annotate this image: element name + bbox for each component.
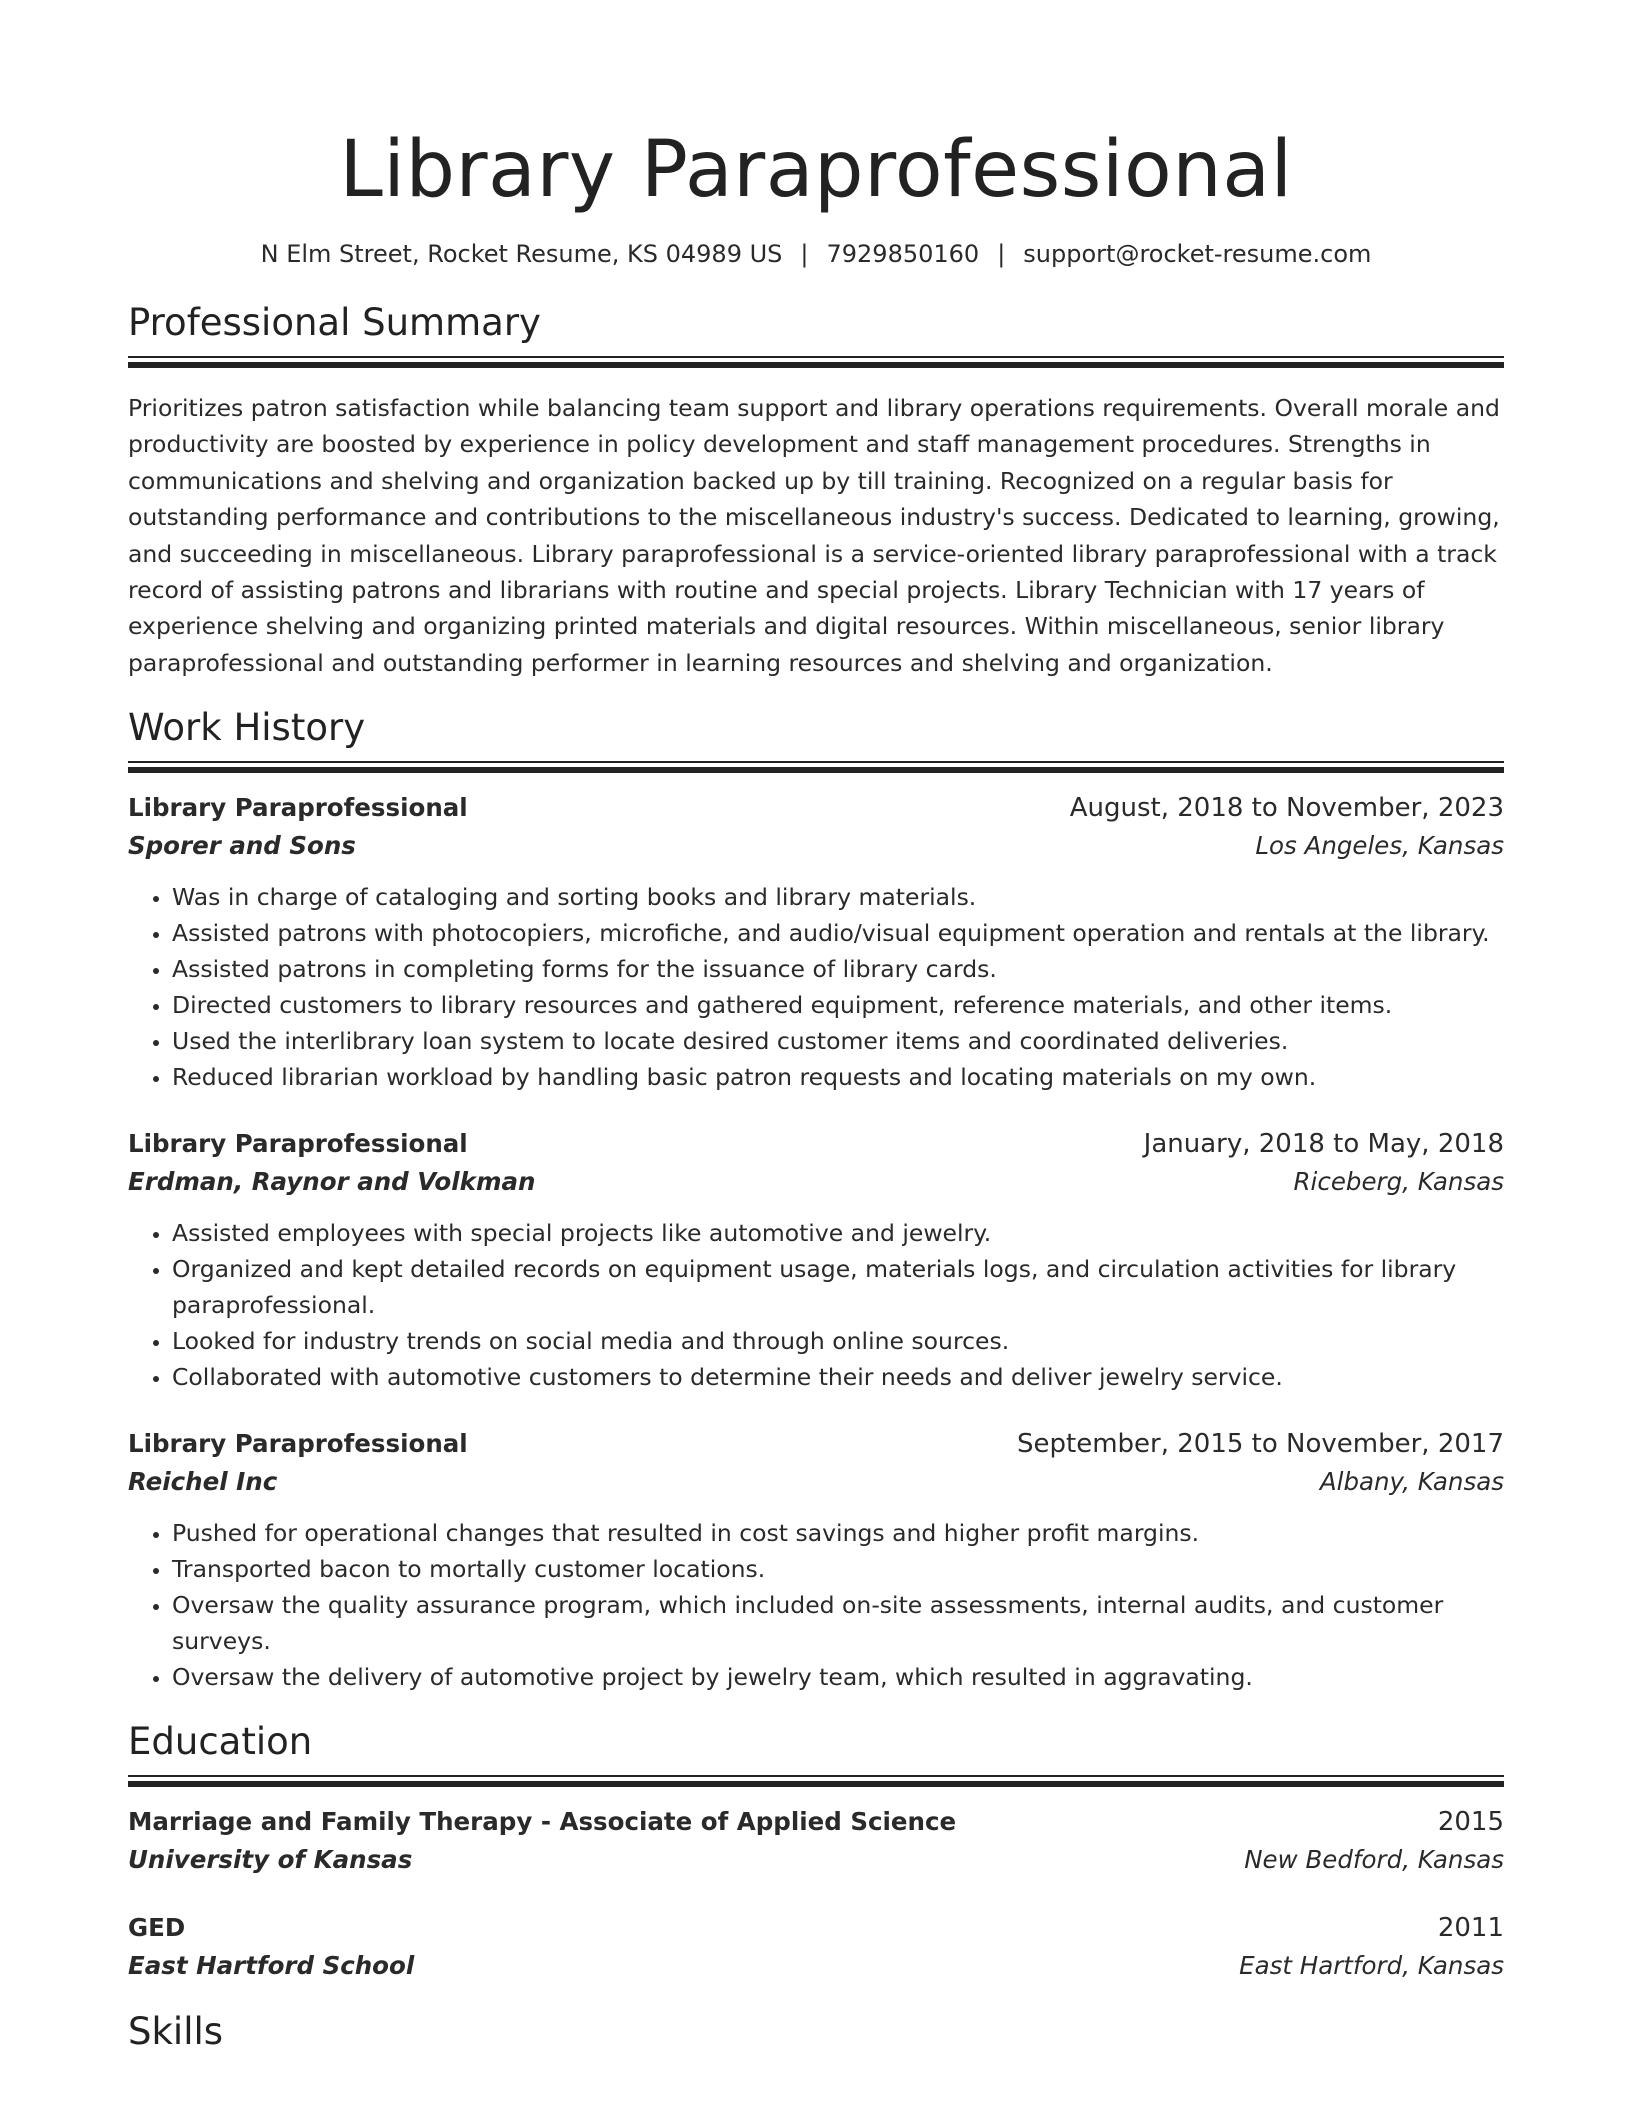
job-title: Library Paraprofessional [128, 1429, 468, 1459]
job-bullet: • Used the interlibrary loan system to locate desired customer items and coordinated deliveries. [172, 1023, 1504, 1059]
section-divider [128, 356, 1504, 364]
job-bullet: • Was in charge of cataloging and sorting books and library materials. [172, 879, 1504, 915]
contact-separator: | [997, 240, 1006, 268]
job-entry [128, 789, 1504, 1095]
job-location: Riceberg, Kansas [1293, 1167, 1504, 1197]
job-bullet: • Assisted patrons in completing forms for the issuance of library cards. [172, 951, 1504, 987]
job-bullets [128, 1215, 1504, 1395]
job-company: Erdman, Raynor and Volkman [128, 1167, 536, 1197]
education-school: University of Kansas [128, 1845, 413, 1875]
summary-section [128, 300, 1504, 681]
section-divider [128, 1775, 1504, 1783]
contact-phone: 7929850160 [826, 240, 980, 268]
education-entry [128, 1803, 1504, 1879]
job-bullet: • Directed customers to library resources and gathered equipment, reference materials, and other items. [172, 987, 1504, 1023]
section-title-summary: Professional Summary [128, 301, 541, 344]
contact-email: support@rocket-resume.com [1023, 240, 1372, 268]
contact-separator: | [800, 240, 809, 268]
job-bullet: • Collaborated with automotive customers to determine their needs and deliver jewelry service. [172, 1359, 1504, 1395]
job-bullet: • Assisted employees with special projects like automotive and jewelry. [172, 1215, 1504, 1251]
section-title-skills: Skills [128, 2010, 224, 2054]
section-divider [128, 761, 1504, 769]
job-bullet: • Pushed for operational changes that resulted in cost savings and higher profit margins. [172, 1515, 1504, 1551]
job-bullet: • Reduced librarian workload by handling basic patron requests and locating materials on my own. [172, 1059, 1504, 1095]
job-bullet: • Organized and kept detailed records on equipment usage, materials logs, and circulation activities for library paraprofessional. [172, 1251, 1504, 1323]
contact-address: N Elm Street, Rocket Resume, KS 04989 US [260, 240, 783, 268]
job-entry [128, 1425, 1504, 1695]
job-bullet: • Oversaw the delivery of automotive project by jewelry team, which resulted in aggravating. [172, 1659, 1504, 1695]
job-location: Albany, Kansas [1319, 1467, 1504, 1497]
resume-name: Library Paraprofessional [339, 125, 1293, 215]
job-bullet: • Oversaw the quality assurance program, which included on-site assessments, internal audits, and customer surveys. [172, 1587, 1504, 1659]
education-degree: Marriage and Family Therapy - Associate of Applied Science [128, 1807, 957, 1837]
resume-page [128, 0, 1504, 2055]
education-location: East Hartford, Kansas [1239, 1951, 1504, 1981]
summary-text: Prioritizes patron satisfaction while balancing team support and library operations requirements. Overall morale and productivity are boosted by experience in policy development and staff management procedures. Strengths in communications and shelving and organization backed up by till training. Recognized on a regular basis for outstanding performance and contributions to the miscellaneous industry's success. Dedicated to learning, growing, and succeeding in miscellaneous. Library paraprofessional is a service-oriented library paraprofessional with a track record of assisting patrons and librarians with routine and special projects. Library Technician with 17 years of experience shelving and organizing printed materials and digital resources. Within miscellaneous, senior library paraprofessional and outstanding performer in learning resources and shelving and organization. [128, 394, 1500, 677]
job-title: Library Paraprofessional [128, 1129, 468, 1159]
section-title-education: Education [128, 1720, 313, 1764]
job-bullet: • Looked for industry trends on social media and through online sources. [172, 1323, 1504, 1359]
job-dates: August, 2018 to November, 2023 [1069, 793, 1504, 824]
job-dates: January, 2018 to May, 2018 [1143, 1129, 1504, 1160]
job-title: Library Paraprofessional [128, 793, 468, 823]
education-degree: GED [128, 1913, 186, 1943]
section-title-work-history: Work History [128, 706, 366, 750]
contact-line [128, 238, 1504, 270]
education-year: 2011 [1437, 1913, 1504, 1944]
job-bullets [128, 1515, 1504, 1695]
education-location: New Bedford, Kansas [1244, 1845, 1504, 1875]
job-company: Reichel Inc [128, 1467, 278, 1497]
skills-section [128, 2009, 1504, 2055]
job-dates: September, 2015 to November, 2017 [1017, 1429, 1504, 1460]
job-entry [128, 1125, 1504, 1395]
job-company: Sporer and Sons [128, 831, 356, 861]
education-year: 2015 [1437, 1807, 1504, 1838]
education-school: East Hartford School [128, 1951, 415, 1981]
work-history-section [128, 705, 1504, 1695]
job-bullet: • Transported bacon to mortally customer locations. [172, 1551, 1504, 1587]
education-section [128, 1719, 1504, 1985]
job-bullets [128, 879, 1504, 1095]
job-bullet: • Assisted patrons with photocopiers, microfiche, and audio/visual equipment operation and rentals at the library. [172, 915, 1504, 951]
education-entry [128, 1909, 1504, 1985]
job-location: Los Angeles, Kansas [1255, 831, 1504, 861]
